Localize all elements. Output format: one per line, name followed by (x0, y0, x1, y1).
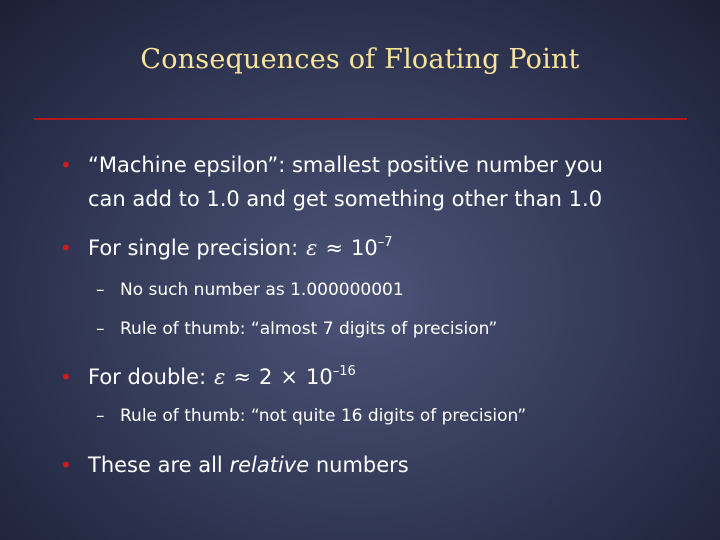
sub-bullet-text: No such number as 1.000000001 (120, 280, 404, 300)
sub-bullet-text: Rule of thumb: “almost 7 digits of precision” (120, 319, 498, 339)
bullet-single-precision (60, 231, 393, 265)
dash-marker: – (96, 406, 105, 426)
bullet-prefix: For double: (88, 365, 207, 389)
power-base: 10 (351, 236, 378, 260)
bullet-emphasis: relative (229, 453, 310, 477)
bullet-machine-epsilon (60, 148, 603, 216)
bullet-marker: • (60, 153, 72, 177)
sub-bullet-text: Rule of thumb: “not quite 16 digits of precision” (120, 406, 527, 426)
dash-marker: – (96, 280, 105, 300)
bullet-relative-numbers (60, 448, 409, 482)
bullet-double-precision (60, 360, 356, 394)
title-divider (34, 118, 687, 120)
approx-symbol: ≈ (233, 365, 252, 389)
bullet-text (88, 448, 409, 482)
power-exponent: –7 (377, 235, 393, 250)
bullet-text (88, 231, 393, 265)
epsilon-symbol: ε (306, 236, 318, 260)
coefficient: 2 (259, 365, 273, 389)
power-base: 10 (306, 365, 333, 389)
bullet-marker: • (60, 453, 72, 477)
bullet-marker: • (60, 365, 72, 389)
approx-symbol: ≈ (325, 236, 344, 260)
bullet-text-after: numbers (315, 453, 409, 477)
times-symbol: × (280, 365, 299, 389)
bullet-text-line-1: “Machine epsilon”: smallest positive number you (88, 153, 603, 177)
bullet-text-before: These are all (88, 453, 223, 477)
dash-marker: – (96, 319, 105, 339)
bullet-prefix: For single precision: (88, 236, 299, 260)
bullet-marker: • (60, 236, 72, 260)
slide-title: Consequences of Floating Point (140, 44, 580, 75)
sub-bullet-single-rule-of-thumb (96, 317, 497, 341)
bullet-text-line-2: can add to 1.0 and get something other than 1.0 (88, 187, 603, 211)
sub-bullet-double-rule-of-thumb (96, 404, 526, 428)
epsilon-symbol: ε (214, 365, 226, 389)
sub-bullet-no-such-number (96, 278, 404, 302)
power-exponent: –16 (332, 364, 356, 379)
bullet-text (88, 360, 356, 394)
